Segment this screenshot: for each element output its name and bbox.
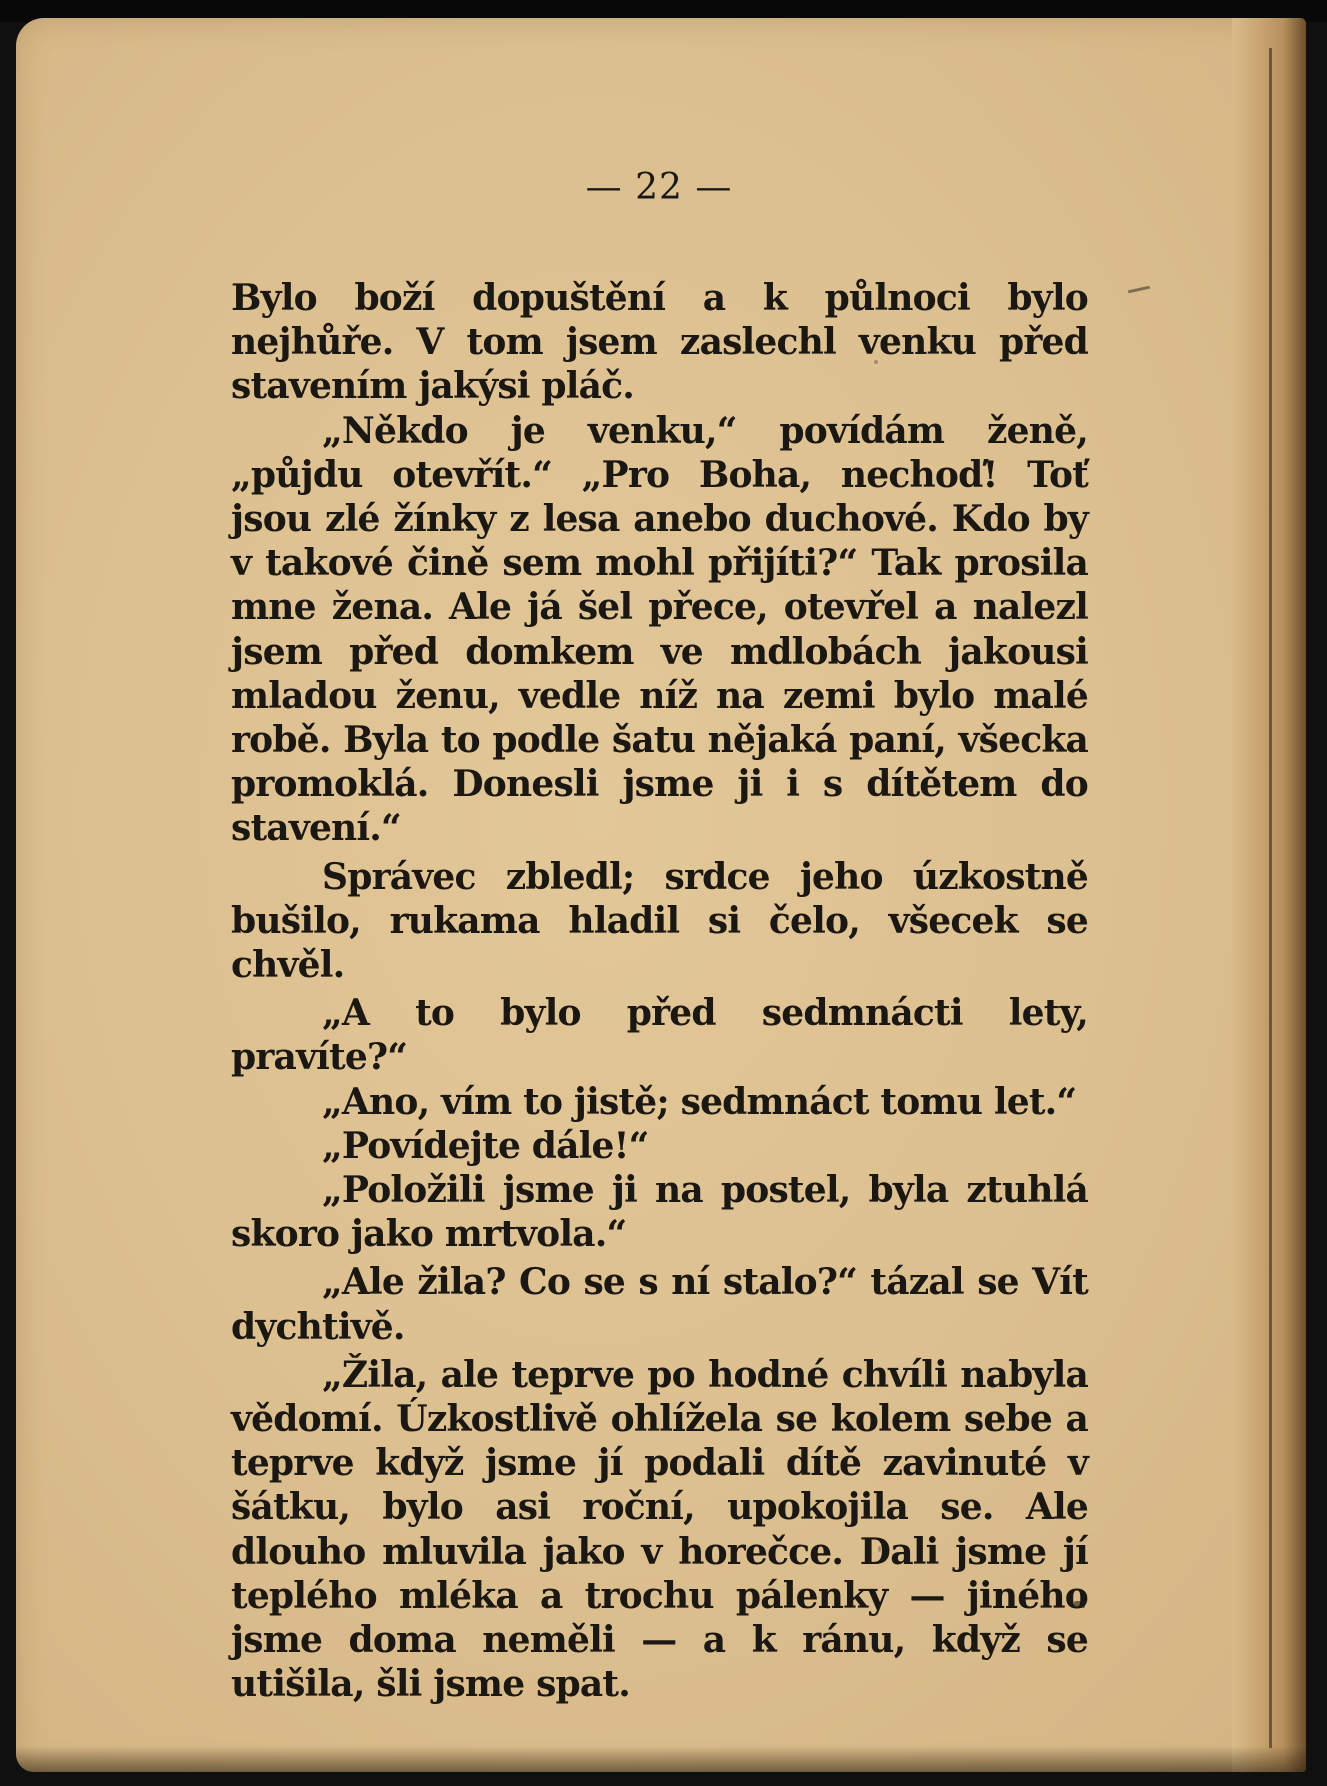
paragraph-2: „Někdo je venku,“ povídám ženě, „půjdu otevřít.“ „Pro Boha, nechoď! Toť jsou zlé žínky z lesa anebo duchové. Kdo by v takové čině sem mohl přijíti?“ Tak prosila mne žena. Ale já šel přece, otevřel a nalezl jsem před domkem ve mdlobách jakousi mladou ženu, vedle níž na zemi bylo malé robě. Byla to podle šatu nějaká paní, všecka promoklá. Donesli jsme ji i s dítětem do stavení.“ <box>231 409 1088 850</box>
margin-ink-mark <box>1128 286 1150 294</box>
paragraph-7: „Položili jsme ji na postel, byla ztuhlá skoro jako mrtvola.“ <box>231 1169 1088 1256</box>
paragraph-8: „Ale žila? Co se s ní stalo?“ tázal se Vít dychtivě. <box>231 1261 1088 1348</box>
paragraph-5: „Ano, vím to jistě; sedmnáct tomu let.“ <box>322 1080 1077 1123</box>
book-page <box>16 18 1306 1772</box>
paragraph-6: „Povídejte dále!“ <box>322 1124 649 1167</box>
body-text <box>231 276 1088 1707</box>
paragraph-1: Bylo boží dopuštění a k půlnoci bylo nejhůře. V tom jsem zaslechl venku před stavením jakýsi pláč. <box>231 277 1088 408</box>
page-number: — 22 — <box>585 167 733 208</box>
paragraph-4: „A to bylo před sedmnácti lety, pravíte?“ <box>231 992 1088 1079</box>
binding-line <box>1269 48 1272 1748</box>
page-bottom-shadow <box>16 1746 1306 1772</box>
paragraph-9: „Žila, ale teprve po hodné chvíli nabyla vědomí. Úzkostlivě ohlížela se kolem sebe a teprve když jsme jí podali dítě zavinuté v šátku, bylo asi roční, upokojila se. Ale dlouho mluvila jako v horečce. Dali jsme jí teplého mléka a trochu pálenky — jiného jsme doma neměli — a k ránu, když se utišila, šli jsme spat. <box>231 1353 1088 1706</box>
paragraph-3: Správec zbledl; srdce jeho úzkostně bušilo, rukama hladil si čelo, všecek se chvěl. <box>231 855 1088 987</box>
